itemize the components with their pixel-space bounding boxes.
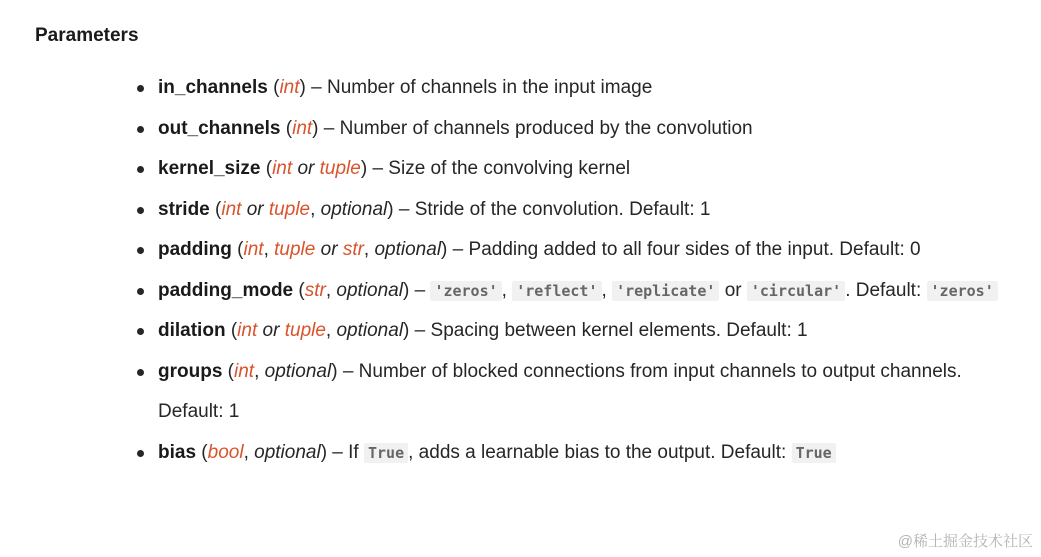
param-description: Stride of the convolution. Default: 1 (414, 198, 711, 220)
code-literal: 'circular' (747, 281, 845, 301)
type-link[interactable]: int (237, 320, 258, 341)
type-or: or (246, 198, 264, 220)
param-name: padding (158, 239, 232, 260)
param-padding: padding (int, tuple or str, optional) – Padding added to all four sides of the input. Default: 0 (132, 230, 1012, 271)
type-optional: optional (336, 279, 403, 301)
type-optional: optional (336, 320, 404, 341)
bullet-icon (137, 288, 144, 295)
param-dilation: dilation (int or tuple, optional) – Spacing between kernel elements. Default: 1 (132, 311, 1012, 352)
param-name: bias (158, 441, 197, 463)
type-link[interactable]: bool (207, 441, 244, 463)
param-name: in_channels (158, 77, 268, 98)
type-link[interactable]: int (243, 239, 264, 260)
separator: – (398, 198, 410, 220)
code-literal: True (364, 443, 408, 463)
param-description: Number of channels produced by the convolution (339, 117, 753, 139)
bullet-icon (137, 166, 144, 173)
separator: – (323, 117, 335, 139)
param-description: Number of channels in the input image (326, 77, 653, 98)
param-name: out_channels (158, 117, 281, 139)
type-link[interactable]: int (221, 198, 242, 220)
parameter-list (132, 68, 1012, 473)
type-link[interactable]: int (292, 117, 313, 139)
bullet-icon (137, 126, 144, 133)
param-description: Padding added to all four sides of the input. Default: 0 (468, 239, 921, 260)
type-link[interactable]: str (342, 239, 364, 260)
type-link[interactable]: int (234, 360, 255, 382)
watermark-text: @稀土掘金技术社区 (897, 533, 1033, 550)
separator: – (342, 360, 354, 382)
param-description: , adds a learnable bias to the output. Default: (408, 441, 787, 463)
type-or: or (262, 320, 280, 341)
type-optional: optional (264, 360, 332, 382)
default-code-literal: 'zeros' (927, 281, 998, 301)
param-kernel-size: kernel_size (int or tuple) – Size of the convolving kernel (132, 149, 1012, 190)
type-link[interactable]: tuple (284, 320, 326, 341)
separator: – (452, 239, 464, 260)
type-link[interactable]: tuple (274, 239, 316, 260)
param-name: stride (158, 198, 210, 220)
param-stride: stride (int or tuple, optional) – Stride of the convolution. Default: 1 (132, 190, 1012, 231)
code-literal: 'reflect' (512, 281, 601, 301)
param-description: If (348, 441, 359, 463)
param-groups: groups (int, optional) – Number of blocked connections from input channels to output channels. Default: 1 (132, 352, 1012, 433)
param-description: Size of the convolving kernel (388, 158, 631, 179)
param-name: groups (158, 360, 223, 382)
code-literal: 'zeros' (430, 281, 501, 301)
separator: – (414, 320, 426, 341)
text-or: or (724, 279, 742, 301)
param-name: padding_mode (158, 279, 294, 301)
param-padding-mode: padding_mode (str, optional) – 'zeros' , 'reflect' , 'replicate' or 'circular' . Default: 'zeros' (132, 271, 1012, 312)
bullet-icon (137, 85, 144, 92)
type-link[interactable]: int (279, 77, 300, 98)
type-link[interactable]: tuple (268, 198, 311, 220)
type-link[interactable]: str (304, 279, 326, 301)
bullet-icon (137, 247, 144, 254)
default-code-literal: True (792, 443, 836, 463)
type-or: or (297, 158, 315, 179)
param-description: . Default: (845, 279, 922, 301)
bullet-icon (137, 369, 144, 376)
separator: – (332, 441, 343, 463)
separator: – (311, 77, 322, 98)
separator: – (414, 279, 426, 301)
param-description: Spacing between kernel elements. Default: 1 (430, 320, 808, 341)
bullet-icon (137, 207, 144, 214)
section-heading: Parameters (35, 25, 139, 46)
param-in-channels: in_channels (int) – Number of channels in the input image (132, 68, 1012, 109)
type-optional: optional (374, 239, 442, 260)
bullet-icon (137, 328, 144, 335)
type-optional: optional (254, 441, 321, 463)
param-out-channels: out_channels (int) – Number of channels produced by the convolution (132, 109, 1012, 150)
param-description: Number of blocked connections from input channels to output channels. Default: 1 (158, 360, 962, 422)
type-link[interactable]: tuple (319, 158, 361, 179)
type-link[interactable]: int (272, 158, 293, 179)
param-name: dilation (158, 320, 226, 341)
type-or: or (320, 239, 338, 260)
type-optional: optional (320, 198, 388, 220)
code-literal: 'replicate' (612, 281, 719, 301)
param-bias: bias (bool, optional) – If True , adds a learnable bias to the output. Default: True (132, 433, 1012, 474)
separator: – (372, 158, 384, 179)
bullet-icon (137, 450, 144, 457)
param-name: kernel_size (158, 158, 261, 179)
